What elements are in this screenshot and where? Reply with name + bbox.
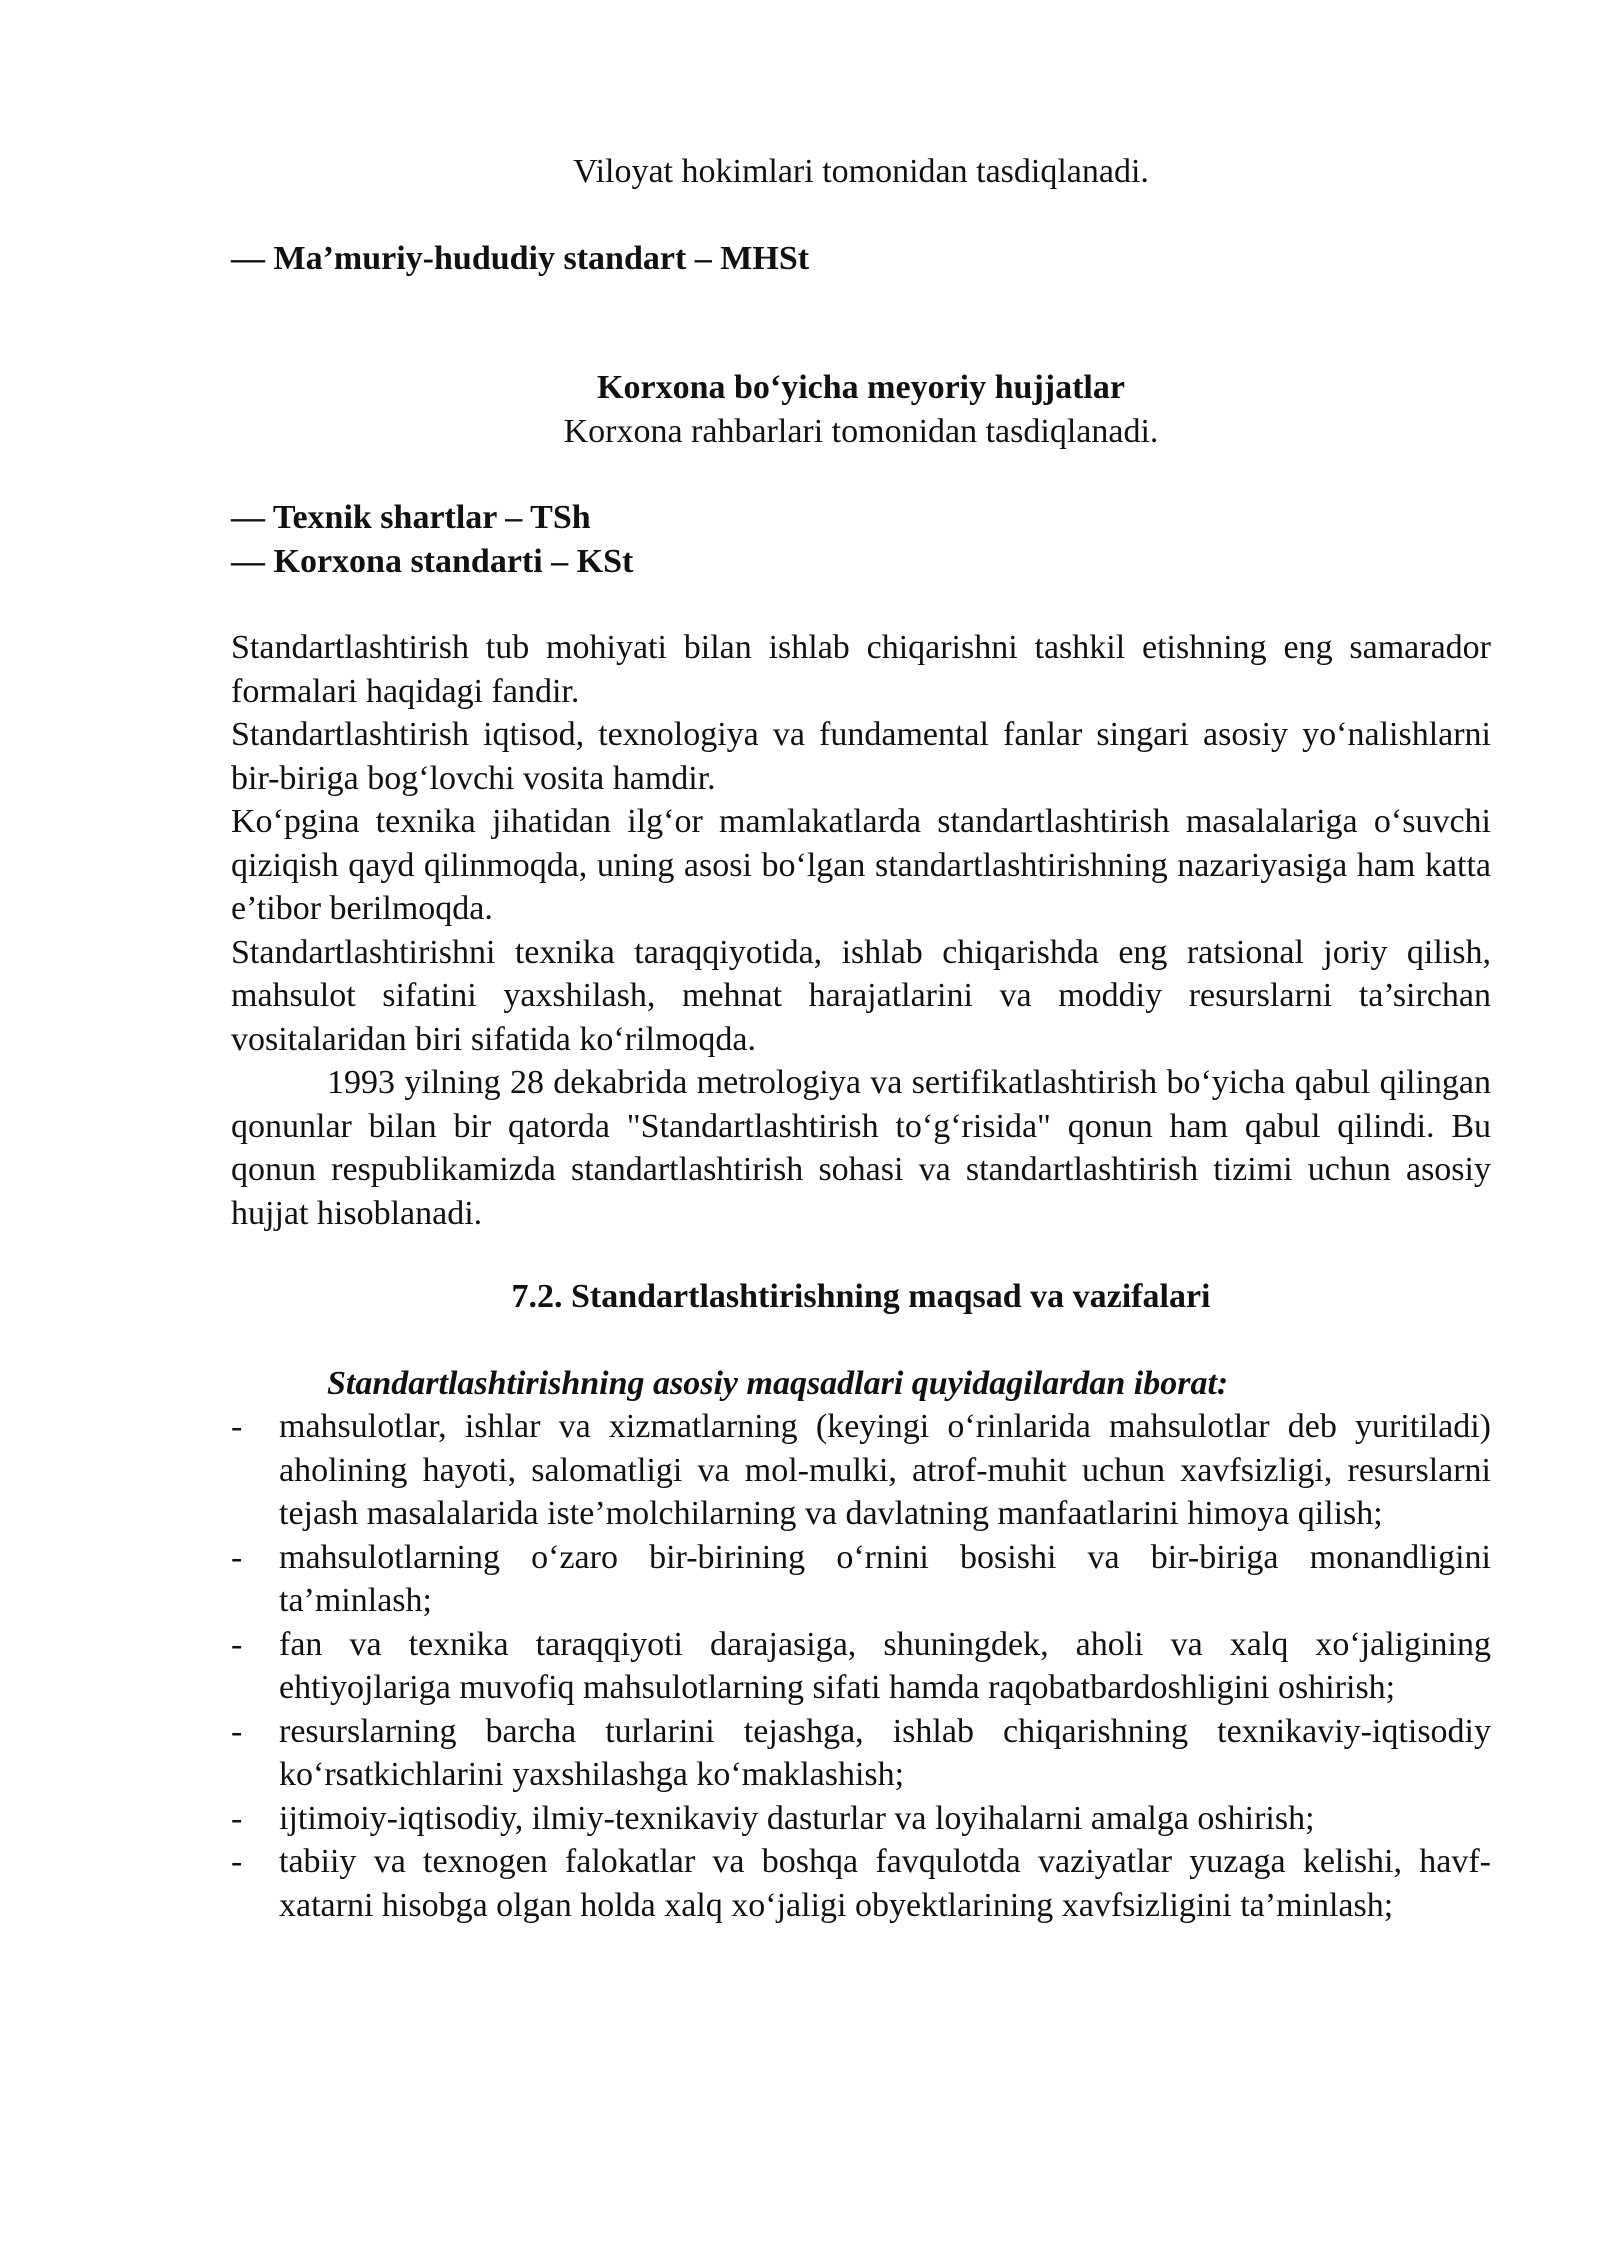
bullet-dash: - bbox=[231, 1712, 243, 1750]
body-paragraph: Standartlashtirish tub mohiyati bilan ishlab chiqarishni tashkil etishning eng samarador formalari haqidagi fandir. bbox=[231, 629, 1491, 710]
list-item bbox=[231, 1405, 1491, 1536]
list-item-text: fan va texnika taraqqiyoti darajasiga, shuningdek, aholi va xalq xo‘jaligining ehtiyojlariga muvofiq mahsulotlarning sifati hamda raqobatbardoshligini oshirish; bbox=[279, 1625, 1491, 1706]
enterprise-item-enterprise-standard: — Korxona standarti – KSt bbox=[231, 542, 634, 580]
enterprise-item-technical-conditions: — Texnik shartlar – TSh bbox=[231, 499, 591, 536]
law-paragraph: 1993 yilning 28 dekabrida metrologiya va sertifikatlashtirish bo‘yicha qabul qilingan qonunlar bilan bir qatorda "Standartlashtirish to‘g‘risida" qonun ham qabul qilindi. Bu qonun respublikamizda standartlashtirish sohasi va standartlashtirish tizimi uchun asosiy hujjat hisoblanadi. bbox=[231, 1064, 1491, 1232]
list-item-text: ijtimoiy-iqtisodiy, ilmiy-texnikaviy dasturlar va loyihalarni amalga oshirish; bbox=[279, 1799, 1315, 1837]
body-paragraph: Standartlashtirish iqtisod, texnologiya va fundamental fanlar singari asosiy yo‘nalishlarni bir-biriga bog‘lovchi vosita hamdir. bbox=[231, 716, 1491, 797]
list-item bbox=[231, 1536, 1491, 1623]
bullet-dash: - bbox=[231, 1625, 243, 1663]
page-content bbox=[231, 150, 1491, 1927]
list-item-text: mahsulotlarning o‘zaro bir-birining o‘rnini bosishi va bir-biriga monandligini ta’minlash; bbox=[279, 1538, 1491, 1619]
goals-list bbox=[231, 1405, 1491, 1927]
approval-note-enterprise: Korxona rahbarlari tomonidan tasdiqlanadi. bbox=[563, 412, 1159, 450]
regional-standard-item: — Ma’muriy-hududiy standart – MHSt bbox=[231, 239, 810, 277]
list-item-text: mahsulotlar, ishlar va xizmatlarning (keyingi o‘rinlarida mahsulotlar deb yuritiladi) aholining hayoti, salomatligi va mol-mulki, atrof-muhit uchun xavfsizligi, resurslarni tejash masalalarida iste’molchilarning va davlatning manfaatlarini himoya qilish; bbox=[279, 1408, 1491, 1532]
bullet-dash: - bbox=[231, 1408, 243, 1445]
body-paragraph: Standartlashtirishni texnika taraqqiyotida, ishlab chiqarishda eng ratsional joriy qilish, mahsulot sifatini yaxshilash, mehnat harajatlarini va moddiy resurslarni ta’sirchan vositalaridan biri sifatida ko‘rilmoqda. bbox=[231, 933, 1491, 1058]
bullet-dash: - bbox=[231, 1538, 243, 1576]
approval-note-regional: Viloyat hokimlari tomonidan tasdiqlanadi. bbox=[573, 153, 1149, 190]
bullet-dash: - bbox=[231, 1843, 243, 1880]
list-item-text: resurslarning barcha turlarini tejashga, ishlab chiqarishning texnikaviy-iqtisodiy ko‘rsatkichlarini yaxshilashga ko‘maklashish; bbox=[279, 1712, 1491, 1793]
list-item bbox=[231, 1840, 1491, 1927]
section-heading: 7.2. Standartlashtirishning maqsad va vazifalari bbox=[511, 1278, 1211, 1315]
list-item-text: tabiiy va texnogen falokatlar va boshqa favqulotda vaziyatlar yuzaga kelishi, havf-xatarni hisobga olgan holda xalq xo‘jaligi obyektlarining xavfsizligini ta’minlash; bbox=[279, 1843, 1491, 1924]
bullet-dash: - bbox=[231, 1799, 243, 1837]
enterprise-docs-title: Korxona bo‘yicha meyoriy hujjatlar bbox=[597, 369, 1125, 406]
section-lead: Standartlashtirishning asosiy maqsadlari quyidagilardan iborat: bbox=[327, 1364, 1229, 1402]
list-item bbox=[231, 1797, 1491, 1841]
list-item bbox=[231, 1623, 1491, 1710]
body-paragraph: Ko‘pgina texnika jihatidan ilg‘or mamlakatlarda standartlashtirish masalalariga o‘suvchi qiziqish qayd qilinmoqda, uning asosi bo‘lgan standartlashtirishning nazariyasiga ham katta e’tibor berilmoqda. bbox=[231, 803, 1491, 927]
list-item bbox=[231, 1710, 1491, 1797]
